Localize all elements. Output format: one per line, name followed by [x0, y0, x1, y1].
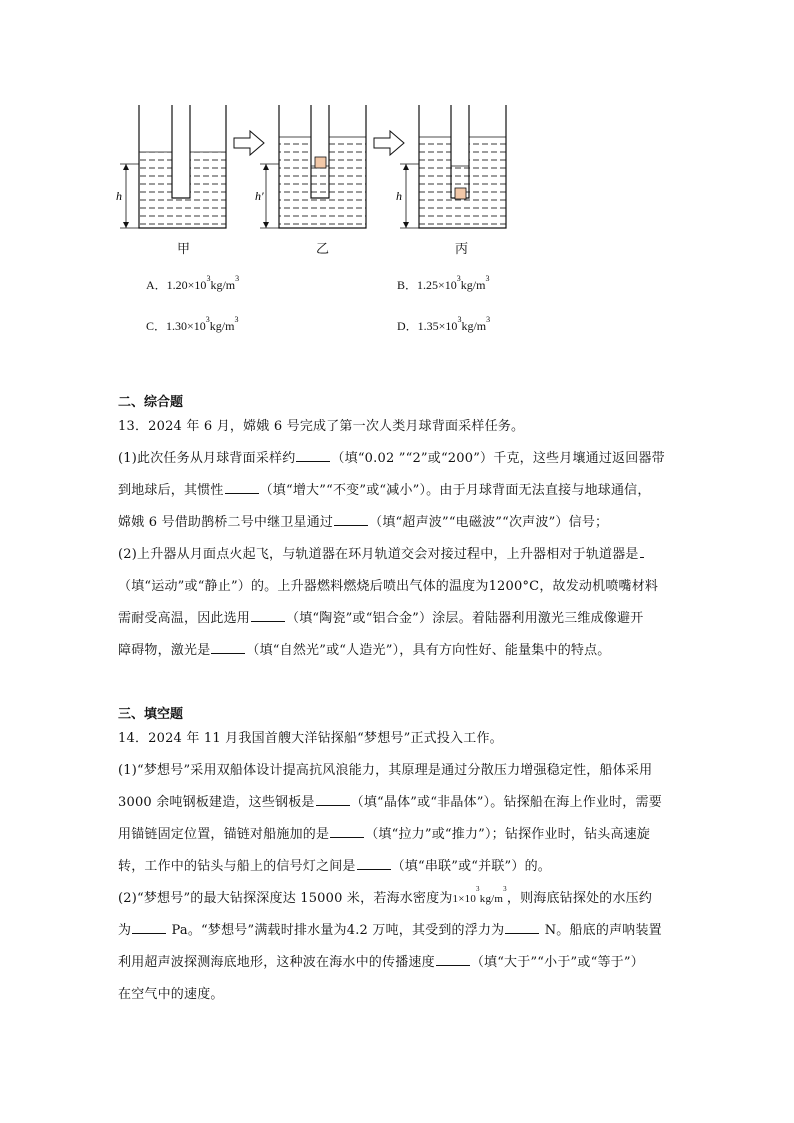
- answer-blank[interactable]: [436, 953, 470, 966]
- answer-blank[interactable]: [251, 609, 285, 622]
- q14-part1-line4: 转，工作中的钻头与船上的信号灯之间是 （填“串联”或“并联”）的。: [118, 859, 551, 874]
- caption-yi: 乙: [316, 242, 330, 257]
- q13-stem: 13．2024 年 6 月，嫦娥 6 号完成了第一次人类月球背面采样任务。: [118, 419, 525, 434]
- option-b[interactable]: B．$1.25\times 10^3kg/m^3$: [397, 274, 490, 292]
- answer-blank[interactable]: [296, 449, 330, 462]
- seawater-density: $1\times 10^3kg/m^3$: [452, 885, 507, 905]
- q13-part1-line3: 嫦娥 6 号借助鹊桥二号中继卫星通过 （填“超声波”“电磁波”“次声波”）信号；: [118, 515, 609, 530]
- arrow-right-icon: [374, 131, 404, 155]
- beaker-yi: [260, 100, 366, 228]
- q14-part2-line3: 利用超声波探测海底地形，这种波在海水中的传播速度 （填“大于”“小于”或“等于”）: [118, 955, 644, 970]
- option-d[interactable]: D．$1.35\times 10^3kg/m^3$: [397, 315, 491, 333]
- q14-part2-line1: (2)“梦想号”的最大钻探深度达 15000 米，若海水密度为$1\times 10^3kg/m^3$，则海底钻探处的水压约: [118, 885, 653, 906]
- answer-blank[interactable]: [334, 513, 368, 526]
- q14-part1-line2: 3000 余吨钢板建造，这些钢板是 （填“晶体”或“非晶体”）。钻探船在海上作业时，需要: [118, 795, 662, 810]
- label-h3: h: [396, 189, 402, 203]
- q13-part1-line2: 到地球后，其惯性 （填“增大”“不变”或“减小”）。由于月球背面无法直接与地球通信，: [118, 483, 651, 498]
- q13-part2-line1: (2)上升器从月面点火起飞，与轨道器在环月轨道交会对接过程中，上升器相对于轨道器是: [118, 543, 645, 562]
- q13-part2-line2: （填“运动”或“静止”）的。上升器燃料燃烧后喷出气体的温度为1200°C，故发动机喷嘴材料: [118, 579, 659, 594]
- caption-bing: 丙: [455, 242, 469, 257]
- q13-part2-line3: 需耐受高温，因此选用 （填“陶瓷”或“铝合金”）涂层。着陆器利用激光三维成像避开: [118, 611, 644, 626]
- q14-part1-line3: 用锚链固定位置，锚链对船施加的是 （填“拉力”或“推力”）；钻探作业时，钻头高速旋: [118, 827, 651, 842]
- answer-blank[interactable]: [225, 481, 259, 494]
- answer-blank[interactable]: [640, 545, 644, 558]
- experiment-figure: [112, 100, 532, 260]
- q13-part1-line1: (1)此次任务从月球背面采样约 （填“0.02 ”“2”或“200”）千克，这些月壤通过返回器带: [118, 451, 665, 466]
- beaker-jia: [120, 100, 226, 228]
- arrow-right-icon: [234, 131, 264, 155]
- q14-part2-line4: 在空气中的速度。: [118, 987, 224, 1002]
- answer-blank[interactable]: [316, 793, 350, 806]
- label-h2: h′: [255, 189, 264, 203]
- option-a[interactable]: A．$1.20\times 10^3kg/m^3$: [146, 274, 240, 292]
- option-c[interactable]: C．$1.30\times 10^3kg/m^3$: [146, 315, 239, 333]
- q14-stem: 14．2024 年 11 月我国首艘大洋钻探船“梦想号”正式投入工作。: [118, 731, 503, 746]
- label-h1: h: [116, 189, 122, 203]
- answer-blank[interactable]: [330, 825, 364, 838]
- beaker-diagrams: [112, 100, 532, 260]
- q13-part2-line4: 障碍物，激光是 （填“自然光”或“人造光”），具有方向性好、能量集中的特点。: [118, 643, 611, 658]
- answer-blank[interactable]: [211, 641, 245, 654]
- beaker-bing: [400, 100, 506, 228]
- q14-part1-line1: (1)“梦想号”采用双船体设计提高抗风浪能力，其原理是通过分散压力增强稳定性，船体采用: [118, 763, 653, 778]
- section-title-fill-blank: 三、填空题: [118, 707, 184, 722]
- section-title-comprehensive: 二、综合题: [118, 395, 184, 410]
- q14-part2-line2: 为 Pa。“梦想号”满载时排水量为4.2 万吨，其受到的浮力为 N。船底的声呐装置: [118, 923, 662, 938]
- answer-blank[interactable]: [505, 921, 539, 934]
- answer-blank[interactable]: [132, 921, 166, 934]
- caption-jia: 甲: [177, 242, 191, 257]
- answer-blank[interactable]: [357, 857, 391, 870]
